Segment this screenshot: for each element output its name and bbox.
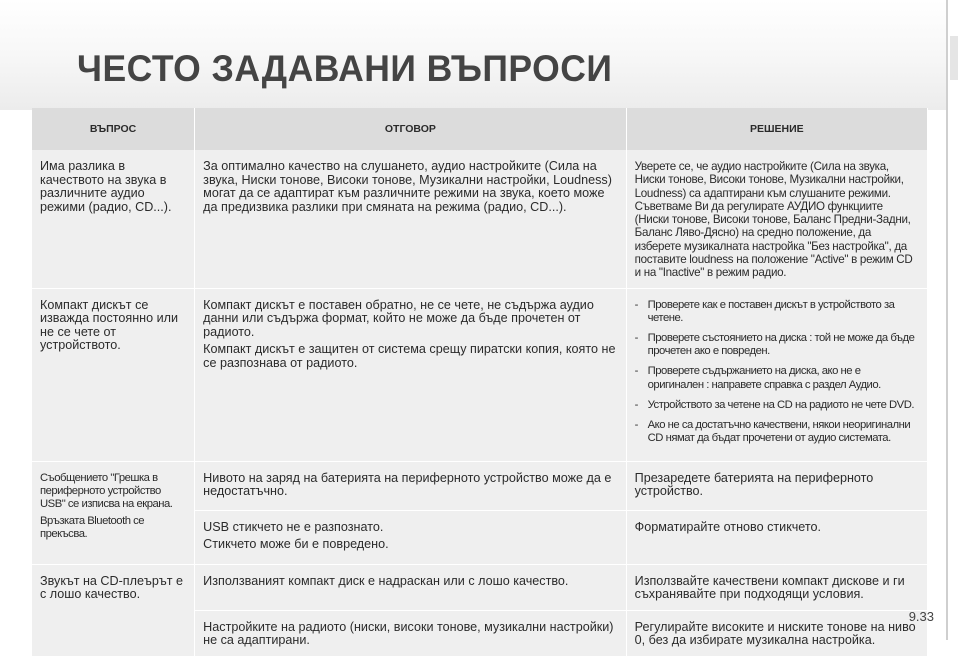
header-question: ВЪПРОС <box>32 108 195 150</box>
solution-cell <box>626 610 927 656</box>
header-answer: ОТГОВОР <box>195 108 626 150</box>
question-text: Звукът на CD-плеърът е с лошо качество. <box>40 573 183 601</box>
solution-bullet-item <box>635 419 918 445</box>
solution-bullet-item <box>635 332 918 358</box>
bullet-dash: - <box>634 398 638 411</box>
solution-text: Регулирайте високите и ниските тонове на ниво 0, без да избирате музикална настройка. <box>634 619 916 647</box>
table-row <box>32 564 928 610</box>
solution-text: Използвайте качествени компакт дискове и ги съхранявайте при подходящи условия. <box>634 573 905 601</box>
solution-text: Форматирайте отново стикчето. <box>634 519 821 534</box>
answer-cell <box>195 564 626 610</box>
solution-cell <box>626 461 927 510</box>
question-text: Компакт дискът се изважда постоянно или не се чете от устройството. <box>40 297 179 353</box>
table-row <box>32 150 928 288</box>
question-cell <box>32 461 195 564</box>
solution-text: Презаредете батерията на периферното устройство. <box>634 470 874 498</box>
question-text: Има разлика в качеството на звука в различните аудио режими (радио, CD...). <box>40 159 172 214</box>
table-header-row <box>32 108 928 150</box>
solution-bullet-text: Ако не са достатъчно качествени, някои неоригинални CD нямат да бъдат прочетени от аудио системата. <box>647 419 911 445</box>
question-paragraph: Връзката Bluetooth се прекъсва. <box>40 515 145 541</box>
answer-text: Използваният компакт диск е надраскан или с лошо качество. <box>203 573 569 588</box>
solution-bullet-item <box>635 399 918 412</box>
answer-paragraph: Компакт дискът е поставен обратно, не се чете, не съдържа аудио данни или съдържа формат, който не може да бъде прочетен от радиото. <box>203 297 594 339</box>
question-cell <box>32 150 195 288</box>
solution-cell <box>626 150 927 288</box>
bullet-dash: - <box>634 332 638 345</box>
answer-cell <box>195 510 626 564</box>
solution-cell <box>626 564 927 610</box>
answer-paragraph: USB стикчето не е разпознато. <box>203 519 384 534</box>
solution-bullet-list <box>627 289 927 461</box>
answer-cell <box>195 288 626 461</box>
solution-bullet-item <box>635 365 918 391</box>
solution-bullet-item <box>635 299 918 325</box>
question-cell <box>32 288 195 461</box>
chapter-tab-marker <box>950 36 958 80</box>
solution-text: Уверете се, че аудио настройките (Сила на звука, Ниски тонове, Високи тонове, Музикални настройки, Loudness) са адаптирани към слушаните режими. Съветваме Ви да регулирате АУДИО функциите (Ниски тонове, Високи тонове, Баланс Предни-Задни, Баланс Ляво-Дясно) на средно положение, да изберете музикалната настройка "Без настройка", да поставите loudness на положение "Active" в режим CD и на "Inactive" в режим радио. <box>634 160 913 280</box>
solution-cell <box>626 510 927 564</box>
answer-text: За оптимално качество на слушането, аудио настройките (Сила на звука, Ниски тонове, Високи тонове, Музикални настройки, Loudness) могат да се адаптират към различните режими на звука, което може да предизвика разлики при смяната на режима (радио, CD...). <box>203 159 612 214</box>
answer-cell <box>195 610 626 656</box>
faq-table <box>32 108 928 657</box>
chapter-tab <box>946 0 960 640</box>
table-row <box>32 288 928 461</box>
solution-bullet-text: Проверете как е поставен дискът в устройството за четене. <box>647 298 895 324</box>
question-paragraph: Съобщението "Грешка в периферното устройство USB" се изписва на екрана. <box>40 471 173 510</box>
question-cell <box>32 564 195 656</box>
solution-cell <box>626 288 927 461</box>
solution-bullet-text: Проверете състоянието на диска : той не може да бъде прочетен ако е повреден. <box>647 332 915 358</box>
solution-bullet-text: Проверете съдържанието на диска, ако не е оригинален : направете справка с раздел Аудио. <box>647 365 881 391</box>
bullet-dash: - <box>634 298 638 311</box>
page-title: ЧЕСТО ЗАДАВАНИ ВЪПРОСИ <box>77 48 613 89</box>
answer-paragraph: Компакт дискът е защитен от система срещу пиратски копия, която не се разпознава от радиото. <box>203 342 616 370</box>
answer-text: Настройките на радиото (ниски, високи тонове, музикални настройки) не са адаптирани. <box>203 619 614 647</box>
answer-cell <box>195 150 626 288</box>
table-row <box>32 461 928 510</box>
bullet-dash: - <box>634 419 638 432</box>
header-solution: РЕШЕНИЕ <box>626 108 927 150</box>
answer-cell <box>195 461 626 510</box>
answer-paragraph: Стикчето може би е повредено. <box>203 537 389 551</box>
solution-bullet-text: Устройството за четене на CD на радиото не чете DVD. <box>647 398 915 411</box>
bullet-dash: - <box>634 365 638 378</box>
answer-text: Нивото на заряд на батерията на периферното устройство може да е недостатъчно. <box>203 470 612 498</box>
page-number: 9.33 <box>908 609 934 624</box>
